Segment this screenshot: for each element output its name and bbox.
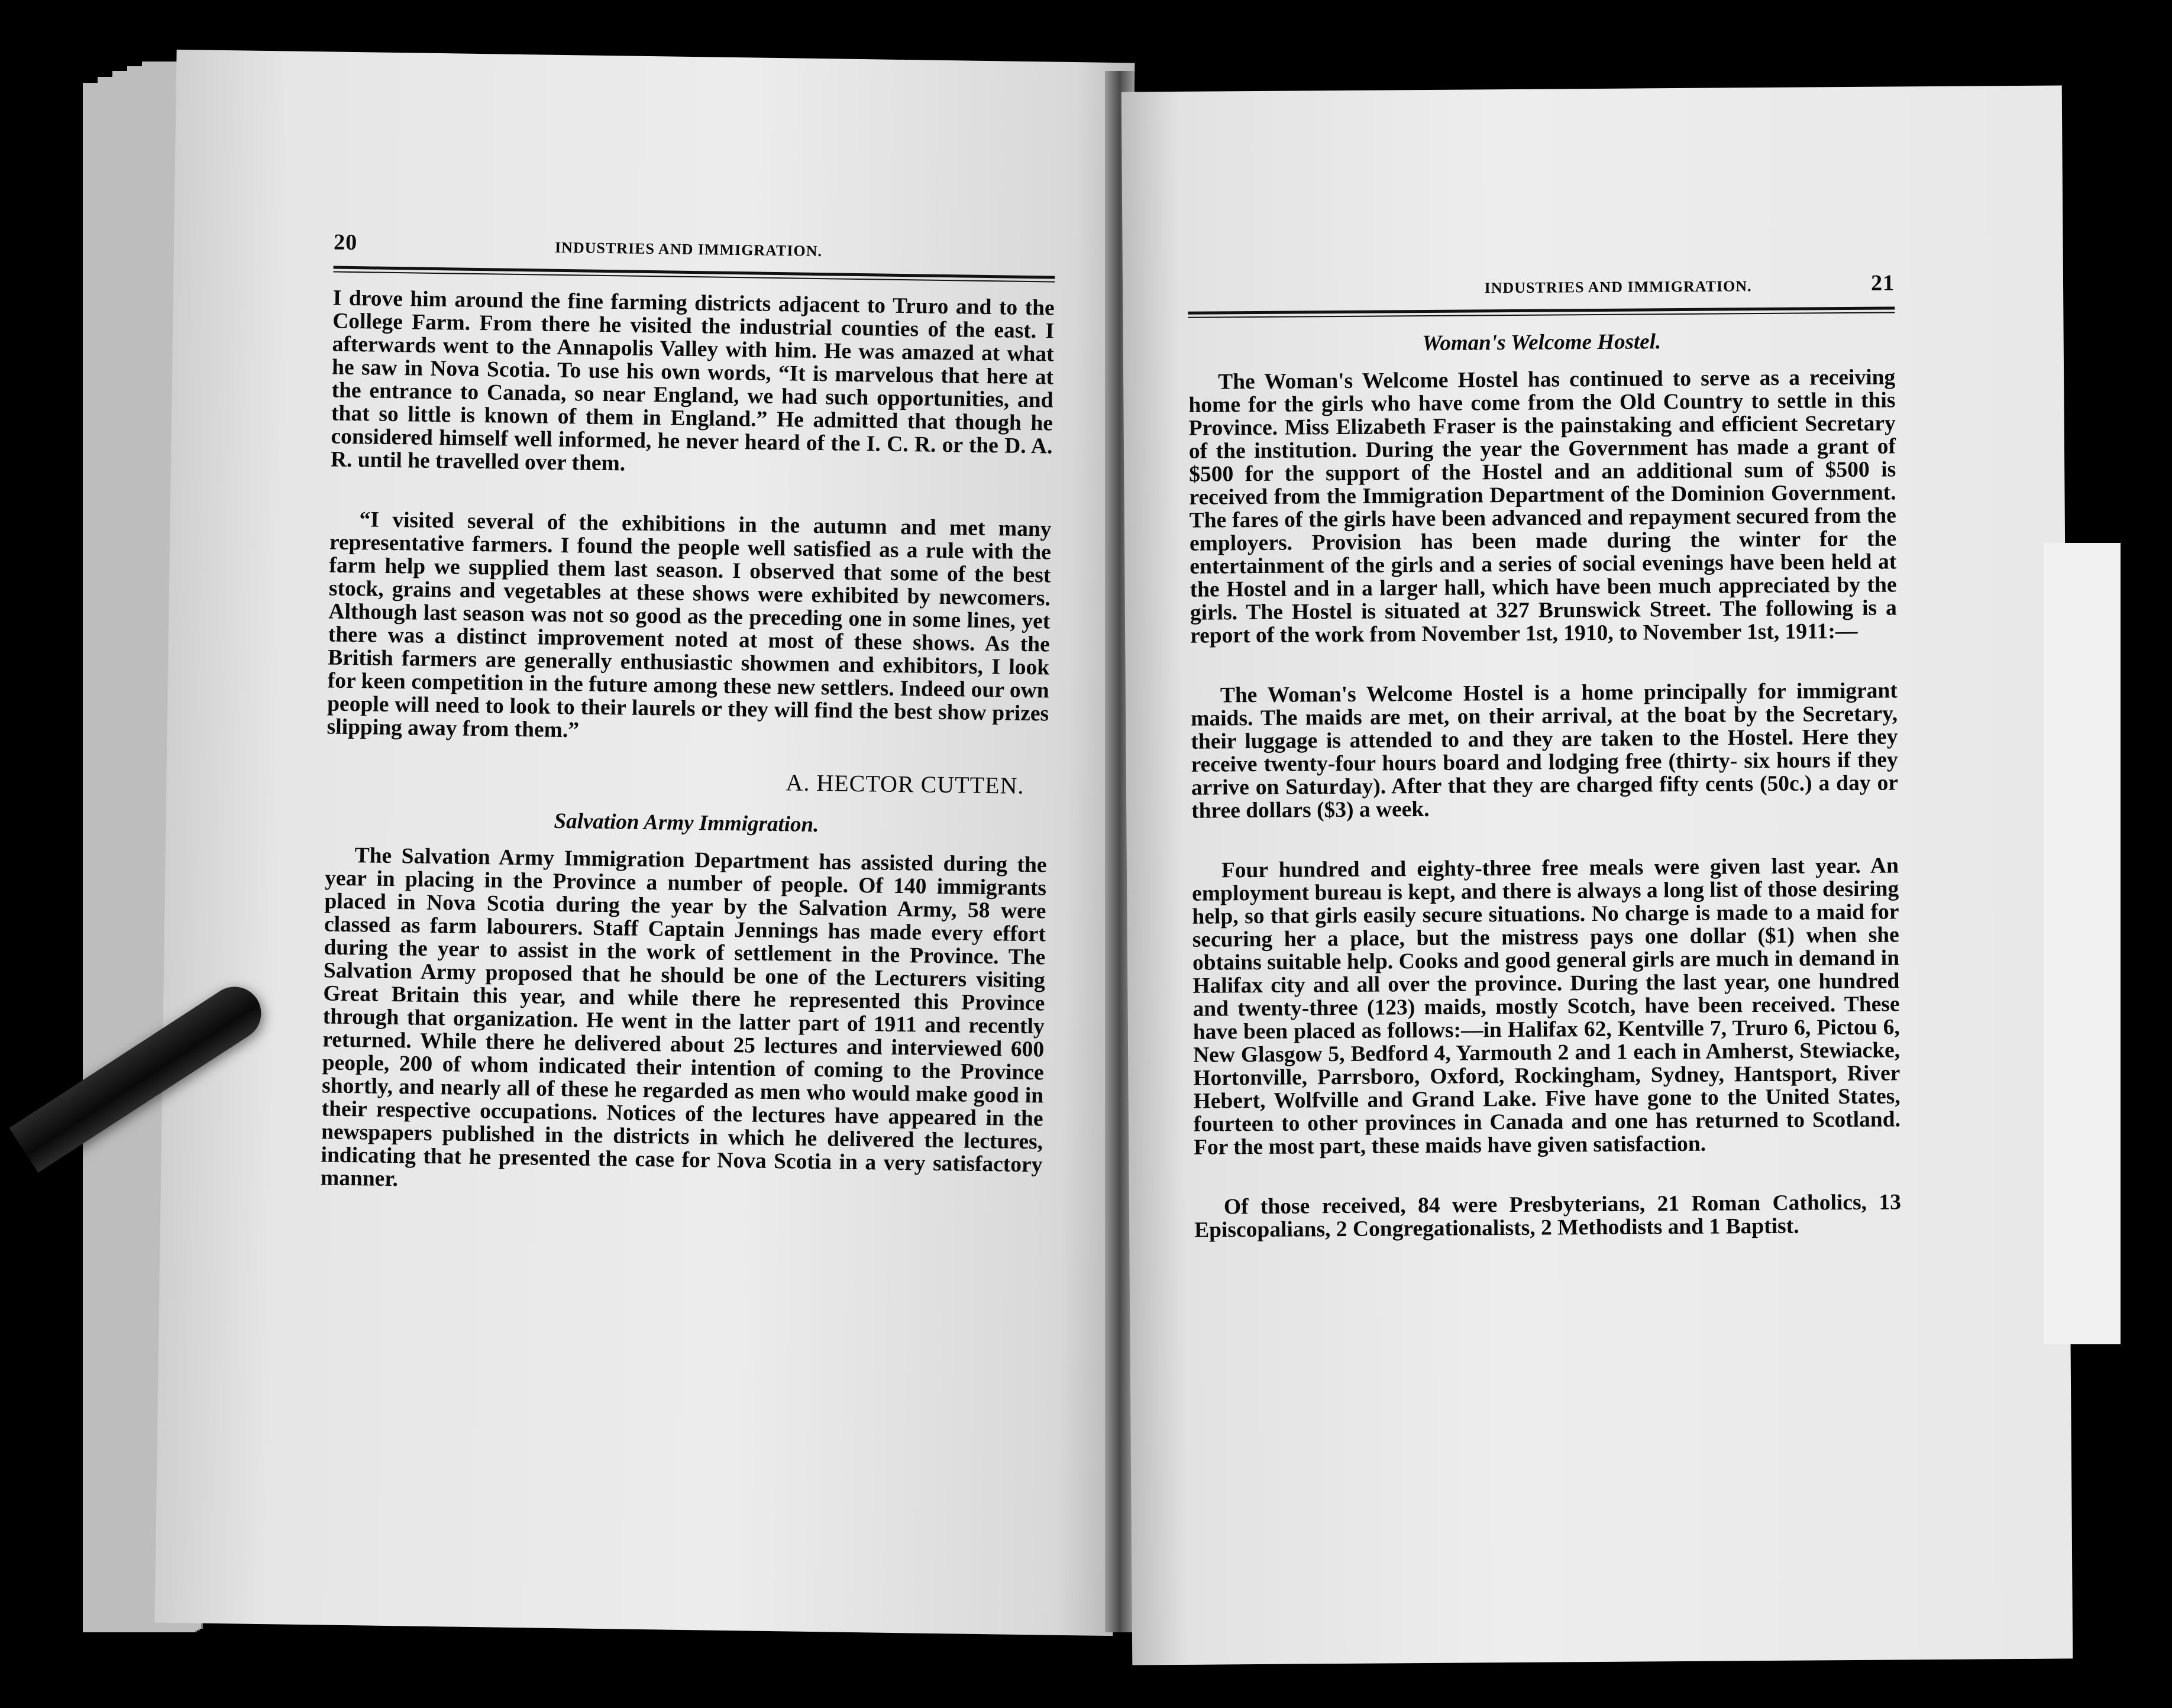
- header-rule: [1188, 306, 1895, 318]
- right-page: [1121, 85, 2073, 1665]
- right-page-number: 21: [1870, 270, 1895, 296]
- body-paragraph: Four hundred and eighty-three free meals were given last year. An employment bureau is kept, and there is always a long list of those desiring help, so that girls easily secure situations. No charge is made to a maid for securing her a place, but the mistress pays one dollar ($1) when she obtains suitable help. Cooks and good general girls are much in demand in Halifax city and all over the province. During the last year, one hundred and twenty-three (123) maids, mostly Scotch, have been received. These have been placed as follows:—in Halifax 62, Kentville 7, Truro 6, Pictou 6, New Glasgow 5, Bedford 4, Yarmouth 2 and 1 each in Amherst, Stewiacke, Hortonville, Parrsboro, Oxford, Rockingham, Sydney, Hantsport, River Hebert, Wolfville and Grand Lake. Five have gone to the United States, fourteen to other provinces in Canada and one has returned to Scotland. For the most part, these maids have given satisfaction.: [1192, 853, 1901, 1160]
- header-rule: [333, 266, 1055, 283]
- left-running-head: INDUSTRIES AND IMMIGRATION.: [554, 238, 823, 260]
- body-paragraph: Of those received, 84 were Presbyterians, 21 Roman Catholics, 13 Episcopalians, 2 Congregationalists, 2 Methodists and 1 Baptist.: [1194, 1190, 1902, 1243]
- left-running-header: [334, 229, 1055, 266]
- body-paragraph: The Woman's Welcome Hostel is a home principally for immigrant maids. The maids are met, on their arrival, at the boat by the Secretary, their luggage is attended to and they are taken to the Hostel. Here they receive twenty-four hours board and lodging free (thirty- six hours if they arrive on Saturday). After that they are charged fifty cents (50c.) a day or three dollars ($3) a week.: [1190, 678, 1899, 823]
- left-page-number: 20: [333, 229, 358, 255]
- body-paragraph: I drove him around the fine farming districts adjacent to Truro and to the College Farm. From there he visited the industrial counties of the east. I afterwards went to the Annapolis Valley with him. He was amazed at what he saw in Nova Scotia. To use his own words, “It is marvelous that here at the entrance to Canada, so near England, we had such opportunities, and that so little is known of them in England.” He admitted that though he considered himself well informed, he never heard of the I. C. R. or the D. A. R. until he travelled over them.: [330, 286, 1055, 476]
- section-heading: Woman's Welcome Hostel.: [1422, 329, 1662, 356]
- body-paragraph: The Woman's Welcome Hostel has continued to serve as a receiving home for the girls who have come from the Old Country to settle in this Province. Miss Elizabeth Fraser is the painstaking and efficient Secretary of the institution. During the year the Government has made a grant of $500 for the support of the Hostel and an additional sum of $500 is received from the Immigration Department of the Dominion Government. The fares of the girls have been advanced and repayment secured from the employers. Provision has been made during the winter for the entertainment of the girls and a series of social evenings have been held at the Hostel and in a larger hall, which have been much appreciated by the girls. The Hostel is situated at 327 Brunswick Street. The following is a report of the work from November 1st, 1910, to November 1st, 1911:—: [1188, 365, 1897, 648]
- signature: A. HECTOR CUTTEN.: [786, 769, 1024, 799]
- section-heading: Salvation Army Immigration.: [554, 808, 819, 837]
- left-page: [155, 50, 1135, 1636]
- right-running-head: INDUSTRIES AND IMMIGRATION.: [1484, 277, 1752, 297]
- scan-strip: [2044, 543, 2121, 1344]
- body-paragraph: The Salvation Army Immigration Department has assisted during the year in placing in the Province a number of people. Of 140 immigrants placed in Nova Scotia during the year by the Salvation Army, 58 were classed as farm labourers. Staff Captain Jennings has made every effort during the year to assist in the work of settlement in the Province. The Salvation Army proposed that he should be one of the Lecturers visiting Great Britain this year, and while there he represented this Province through that organization. He went in the latter part of 1911 and recently returned. While there he delivered about 25 lectures and interviewed 600 people, 200 of whom indicated their intention of coming to the Province shortly, and nearly all of these he regarded as men who would make good in their respective occupations. Notices of the lectures have appeared in the newspapers published in the districts in which he delivered the lectures, indicating that he presented the case for Nova Scotia in a very satisfactory manner.: [320, 843, 1047, 1192]
- body-paragraph: “I visited several of the exhibitions in the autumn and met many representative farmers. I found the people well satisfied as a rule with the farm help we supplied them last season. I observed that some of the best stock, grains and vegetables at these shows were exhibited by newcomers. Although last season was not so good as the preceding one in some lines, yet there was a distinct improvement noted at most of these shows. As the British farmers are generally enthusiastic showmen and exhibitors, I look for keen competition in the future among these new settlers. Indeed our own people will need to look to their laurels or they will find the best show prizes slipping away from them.”: [327, 507, 1052, 743]
- right-running-header: [1188, 270, 1895, 300]
